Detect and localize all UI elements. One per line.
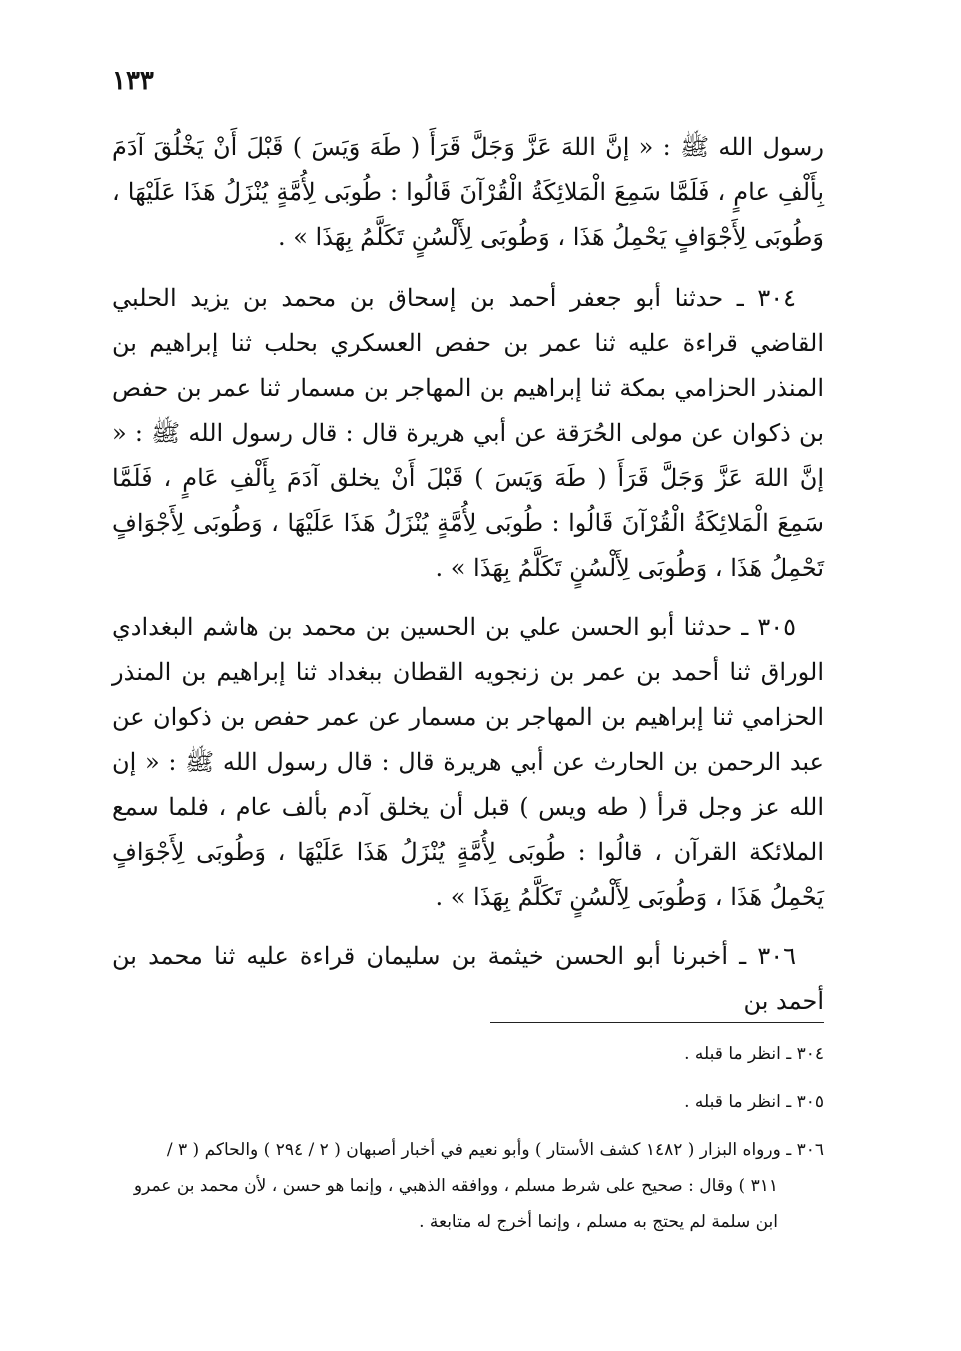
footnote-line: ٣٠٦ ـ ورواه البزار ( ١٤٨٢ كشف الأستار ) وأبو نعيم في أخبار أصبهان ( ٢ / ٢٩٤ ) والحاكم ( ٣ / [166, 1140, 824, 1160]
footnotes [112, 1036, 824, 1252]
footnote-305 [112, 1084, 824, 1120]
paragraph-continuation: رسول الله ﷺ : « إنَّ اللهَ عَزَّ وَجَلَّ قَرَأَ ( طَهَ وَيَسَ ) قَبْلَ أَنْ يَخْلُقَ آدَمَ بِأَلْفِ عامٍ ، فَلَمَّا سَمِعَ الْمَلائِكَةُ الْقُرْآنَ قَالُوا : طُوبَى لِأُمَّةٍ يُنْزَلُ هَذَا عَلَيْهَا ، وَطُوبَى لِأَجْوَافٍ يَحْمِلُ هَذَا ، وَطُوبَى لِأَلْسُنٍ تَكَلَّمُ بِهَذَا » . [112, 133, 824, 251]
footnote-line: ٣٠٥ ـ انظر ما قبله . [684, 1092, 824, 1112]
footnote-line: ٣٠٤ ـ انظر ما قبله . [684, 1044, 824, 1064]
footnote-divider [490, 1022, 824, 1023]
footnote-line: ابن سلمة لم يحتج به مسلم ، وإنما أخرج له متابعة . [419, 1212, 778, 1232]
footnote-304 [112, 1036, 824, 1072]
page-number: ١٣٣ [112, 66, 154, 96]
main-text [112, 125, 824, 1024]
footnote-306 [112, 1132, 824, 1240]
paragraph-hadith-306: ٣٠٦ ـ أخبرنا أبو الحسن خيثمة بن سليمان قراءة عليه ثنا محمد بن أحمد بن [112, 942, 824, 1015]
footnote-line: ٣١١ ) وقال : صحيح على شرط مسلم ، ووافقه الذهبي ، وإنما هو حسن ، لأن محمد بن عمرو [133, 1176, 778, 1196]
paragraph-hadith-305: ٣٠٥ ـ حدثنا أبو الحسن علي بن الحسين بن محمد بن هاشم البغدادي الوراق ثنا أحمد بن عمر بن زنجويه القطان ببغداد ثنا إبراهيم بن المنذر الحزامي ثنا إبراهيم بن المهاجر بن مسمار عن عمر حفص بن ذكوان عن عبد الرحمن بن الحارث عن أبي هريرة قال : قال رسول الله ﷺ : « إن الله عز وجل قرأ ( طه ويس ) قبل أن يخلق آدم بألف عام ، فلما سمع الملائكة القرآن ، قالُوا : طُوبَى لِأُمَّةٍ يُنْزَلُ هَذَا عَلَيْهَا ، وَطُوبَى لِأَجْوَافٍ يَحْمِلُ هَذَا ، وَطُوبَى لِأَلْسُنٍ تَكَلَّمُ بِهَذَا » . [112, 613, 824, 911]
paragraph-hadith-304: ٣٠٤ ـ حدثنا أبو جعفر أحمد بن إسحاق بن محمد بن يزيد الحلبي القاضي قراءة عليه ثنا عمر بن حفص العسكري بحلب ثنا إبراهيم بن المنذر الحزامي بمكة ثنا إبراهيم بن المهاجر بن مسمار ثنا عمر بن حفص بن ذكوان عن مولى الحُرَقة عن أبي هريرة قال : قال رسول الله ﷺ : « إنَّ اللهَ عَزَّ وَجَلَّ قَرَأَ ( طَهَ وَيَسَ ) قَبْلَ أَنْ يخلق آدَمَ بِأَلْفِ عَامٍ ، فَلَمَّا سَمِعَ الْمَلائِكَةُ الْقُرْآنَ قَالُوا : طُوبَى لِأُمَّةٍ يُنْزَلُ هَذَا عَلَيْهَا ، وَطُوبَى لِأَجْوَافٍ تَحْمِلُ هَذَا ، وَطُوبَى لِأَلْسُنٍ تَكَلَّمُ بِهَذَا » . [112, 284, 825, 582]
